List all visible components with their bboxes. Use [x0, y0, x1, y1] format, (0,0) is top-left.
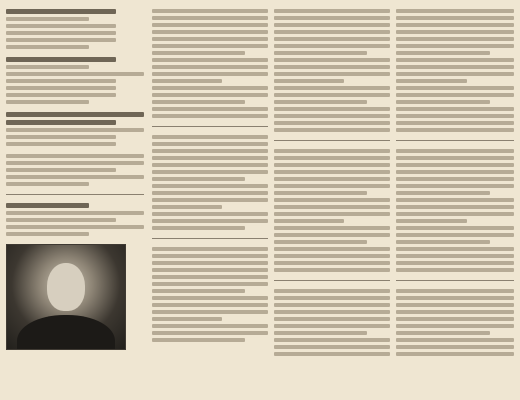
text-line: [152, 86, 268, 90]
text-line: [396, 247, 514, 251]
text-line: [274, 44, 390, 48]
text-line: [396, 184, 514, 188]
paragraph-block: [396, 289, 514, 356]
text-line: [6, 100, 89, 104]
text-line: [152, 317, 222, 321]
text-line: [274, 107, 390, 111]
text-line: [274, 184, 390, 188]
text-line: [152, 30, 268, 34]
text-line: [396, 156, 514, 160]
text-line: [274, 191, 367, 195]
text-line: [152, 156, 268, 160]
text-line: [6, 45, 89, 49]
text-line: [396, 254, 514, 258]
text-line: [274, 128, 390, 132]
text-line: [152, 163, 268, 167]
text-line: [152, 191, 268, 195]
text-line: [6, 86, 116, 90]
text-line: [396, 44, 514, 48]
track-list-column: [6, 6, 144, 394]
text-line: [6, 79, 116, 83]
text-column-3: [274, 6, 390, 394]
text-line: [152, 212, 268, 216]
text-line: [152, 9, 268, 13]
paragraph-block: [274, 149, 390, 272]
text-line: [396, 198, 514, 202]
text-line: [396, 86, 514, 90]
text-line: [6, 120, 116, 125]
text-line: [274, 219, 344, 223]
text-line: [152, 226, 245, 230]
text-line: [152, 205, 222, 209]
text-line: [152, 261, 268, 265]
text-line: [152, 170, 268, 174]
text-line: [152, 177, 245, 181]
text-line: [274, 226, 390, 230]
text-line: [396, 114, 514, 118]
paragraph-block: [152, 135, 268, 230]
text-line: [6, 168, 116, 172]
text-line: [274, 58, 390, 62]
text-line: [152, 135, 268, 139]
text-line: [274, 212, 390, 216]
performer-block: [6, 112, 144, 146]
track-list-block: [6, 57, 144, 104]
text-line: [396, 149, 514, 153]
text-line: [274, 37, 390, 41]
text-line: [396, 177, 514, 181]
text-line: [6, 128, 144, 132]
text-line: [396, 163, 514, 167]
divider: [274, 140, 390, 141]
text-line: [274, 93, 390, 97]
text-line: [6, 175, 144, 179]
text-line: [6, 31, 116, 35]
text-line: [152, 58, 268, 62]
text-line: [396, 317, 514, 321]
text-line: [152, 23, 268, 27]
text-line: [152, 107, 268, 111]
text-line: [6, 72, 144, 76]
text-line: [396, 345, 514, 349]
text-line: [396, 128, 514, 132]
divider: [6, 194, 144, 195]
text-line: [396, 324, 514, 328]
text-line: [396, 289, 514, 293]
text-line: [274, 247, 390, 251]
text-line: [152, 324, 268, 328]
text-line: [396, 9, 514, 13]
text-line: [274, 261, 390, 265]
text-line: [6, 65, 89, 69]
divider: [152, 238, 268, 239]
paragraph-block: [274, 289, 390, 356]
text-line: [6, 135, 116, 139]
text-line: [396, 338, 514, 342]
text-line: [274, 163, 390, 167]
text-line: [274, 86, 390, 90]
text-line: [152, 72, 268, 76]
text-line: [6, 203, 89, 208]
portrait-body: [17, 315, 115, 350]
portrait-face: [47, 263, 85, 311]
text-line: [152, 282, 268, 286]
cyrillic-block: [6, 203, 144, 236]
text-line: [396, 191, 490, 195]
text-line: [274, 9, 390, 13]
text-line: [152, 247, 268, 251]
text-line: [152, 65, 268, 69]
text-column-2: [152, 6, 268, 394]
text-line: [152, 331, 268, 335]
text-line: [6, 225, 144, 229]
text-line: [152, 303, 268, 307]
text-line: [396, 310, 514, 314]
text-line: [152, 275, 268, 279]
text-line: [152, 268, 268, 272]
text-line: [274, 23, 390, 27]
text-line: [396, 30, 514, 34]
text-line: [396, 205, 514, 209]
text-line: [152, 79, 222, 83]
text-line: [274, 296, 390, 300]
text-line: [274, 100, 367, 104]
text-line: [396, 331, 490, 335]
text-line: [396, 296, 514, 300]
text-line: [274, 16, 390, 20]
text-line: [152, 310, 268, 314]
paragraph-block: [274, 9, 390, 132]
text-line: [274, 51, 367, 55]
text-line: [396, 100, 490, 104]
text-line: [152, 296, 268, 300]
text-line: [6, 17, 89, 21]
text-line: [152, 338, 245, 342]
text-line: [152, 149, 268, 153]
text-line: [274, 289, 390, 293]
divider: [152, 126, 268, 127]
text-line: [152, 44, 268, 48]
text-line: [274, 317, 390, 321]
text-line: [274, 198, 390, 202]
text-line: [396, 23, 514, 27]
text-line: [274, 345, 390, 349]
text-line: [274, 72, 390, 76]
text-line: [396, 65, 514, 69]
paragraph-block: [396, 149, 514, 272]
paragraph-block: [396, 9, 514, 132]
text-line: [396, 233, 514, 237]
text-line: [274, 324, 390, 328]
text-line: [152, 184, 268, 188]
text-line: [396, 219, 467, 223]
text-line: [396, 79, 467, 83]
text-line: [274, 338, 390, 342]
text-line: [396, 72, 514, 76]
text-line: [396, 37, 514, 41]
text-line: [6, 161, 144, 165]
text-line: [274, 352, 390, 356]
text-line: [396, 261, 514, 265]
text-line: [6, 182, 89, 186]
text-line: [152, 51, 245, 55]
text-line: [6, 154, 144, 158]
text-line: [152, 289, 245, 293]
text-line: [6, 218, 116, 222]
text-line: [274, 268, 390, 272]
divider: [396, 280, 514, 281]
text-line: [6, 93, 116, 97]
text-line: [6, 24, 116, 28]
text-line: [152, 198, 268, 202]
paragraph-block: [152, 247, 268, 342]
portrait-photo: [6, 244, 126, 350]
text-line: [274, 79, 344, 83]
text-line: [6, 9, 116, 14]
text-line: [396, 240, 490, 244]
text-line: [396, 51, 490, 55]
text-line: [152, 93, 268, 97]
text-line: [396, 352, 514, 356]
text-line: [274, 121, 390, 125]
text-line: [396, 107, 514, 111]
text-line: [396, 268, 514, 272]
text-line: [396, 58, 514, 62]
text-line: [396, 212, 514, 216]
text-line: [152, 219, 268, 223]
text-line: [274, 156, 390, 160]
text-line: [274, 254, 390, 258]
text-line: [274, 303, 390, 307]
text-line: [274, 114, 390, 118]
divider: [274, 280, 390, 281]
text-line: [396, 226, 514, 230]
paragraph-block: [152, 9, 268, 118]
text-line: [274, 170, 390, 174]
text-line: [396, 303, 514, 307]
text-line: [152, 16, 268, 20]
text-line: [6, 38, 116, 42]
text-line: [6, 57, 116, 62]
track-list-block: [6, 9, 144, 49]
text-line: [152, 37, 268, 41]
text-line: [6, 232, 89, 236]
text-column-4: [396, 6, 514, 394]
text-line: [396, 121, 514, 125]
text-line: [6, 142, 116, 146]
text-line: [274, 233, 390, 237]
text-line: [274, 205, 390, 209]
text-line: [274, 177, 390, 181]
text-line: [274, 30, 390, 34]
text-line: [396, 16, 514, 20]
text-line: [152, 254, 268, 258]
text-line: [6, 211, 144, 215]
text-line: [274, 310, 390, 314]
text-line: [396, 93, 514, 97]
text-line: [274, 65, 390, 69]
text-line: [152, 114, 268, 118]
text-line: [152, 100, 245, 104]
text-line: [396, 170, 514, 174]
text-line: [274, 331, 367, 335]
text-line: [6, 112, 144, 117]
text-line: [152, 142, 268, 146]
recording-info-block: [6, 154, 144, 186]
text-line: [274, 240, 367, 244]
text-line: [274, 149, 390, 153]
divider: [396, 140, 514, 141]
